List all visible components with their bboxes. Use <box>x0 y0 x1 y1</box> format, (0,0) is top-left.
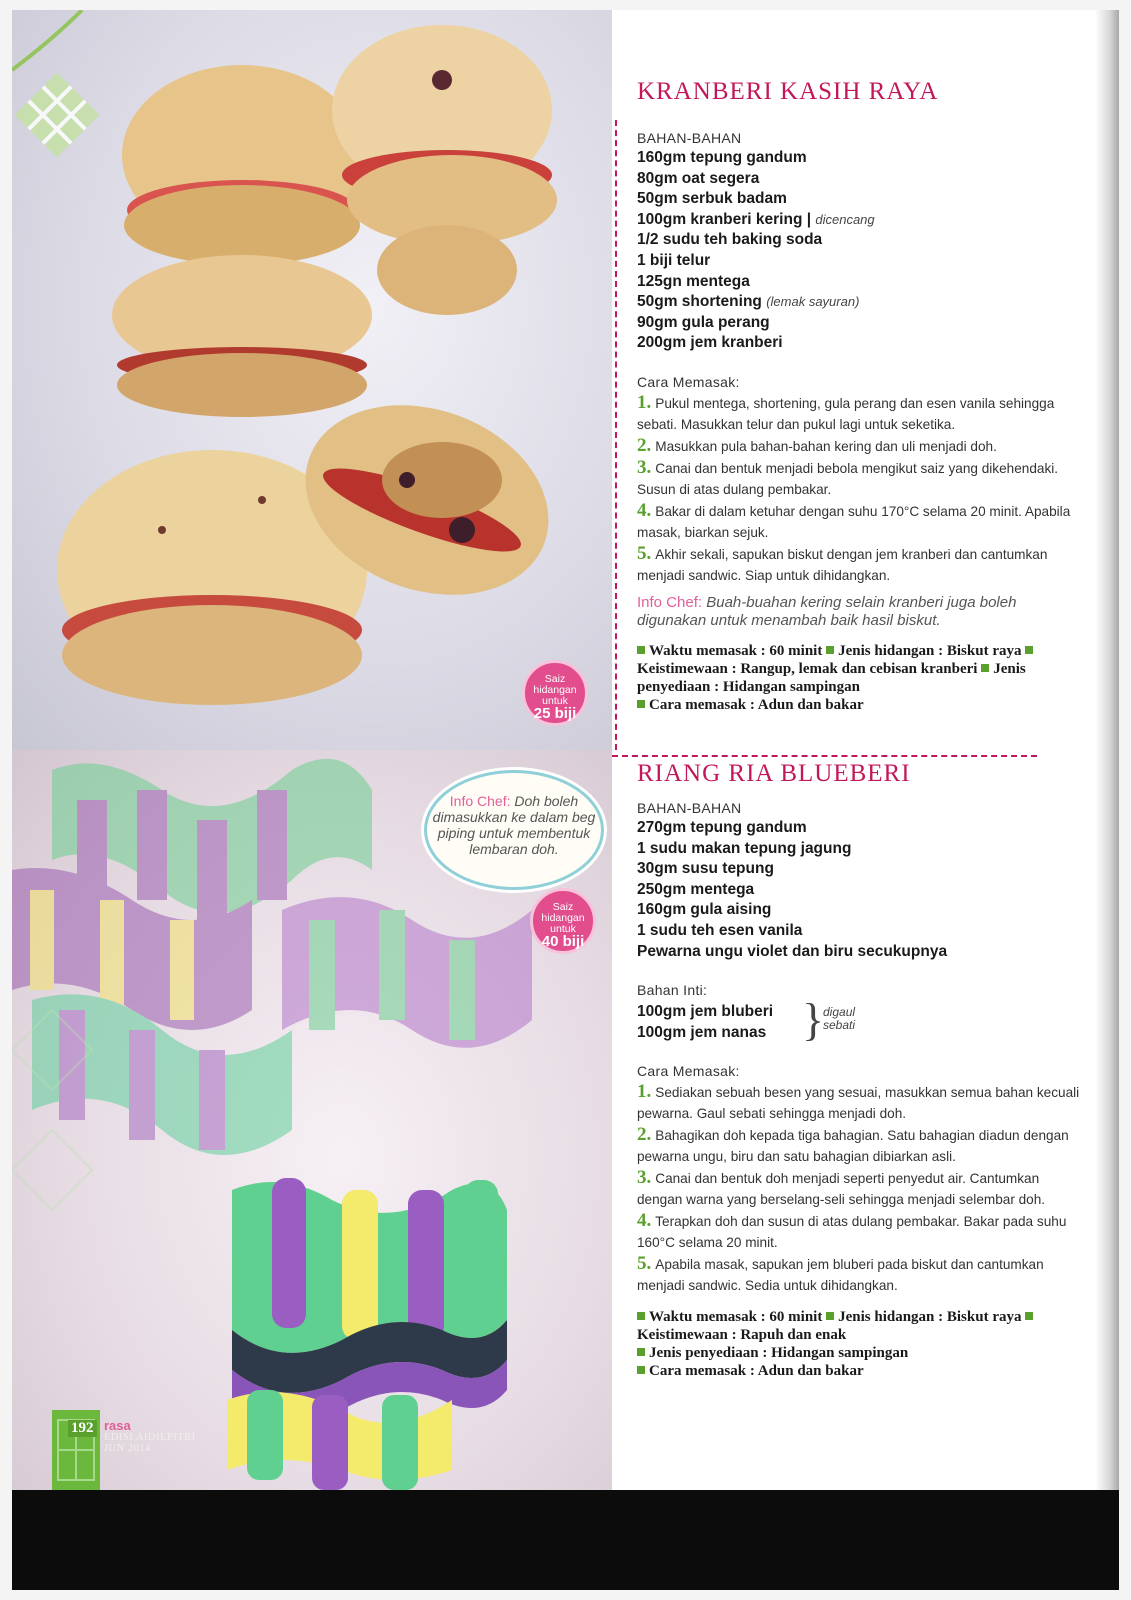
ingredient: 125gn mentega <box>637 272 750 290</box>
chef-tip-text: Doh boleh dimasukkan ke dalam beg piping untuk membentuk lembaran doh. <box>432 793 596 857</box>
ingredient: 50gm serbuk badam <box>637 190 787 208</box>
method-heading: Cara Memasak: <box>637 1063 740 1080</box>
filling-note: digaul sebati <box>823 1005 856 1033</box>
ingredient-list <box>637 818 1087 962</box>
cranberry-cookies-photo <box>12 10 612 750</box>
ingredient: 160gm gula aising <box>637 901 772 919</box>
ingredient: 90gm gula perang <box>637 313 770 331</box>
filling-list <box>637 994 1087 1046</box>
serving-size-badge <box>522 660 588 726</box>
chef-tip <box>637 594 1087 630</box>
method-step: 2. Masukkan pula bahan-bahan kering dan uli menjadi doh. <box>637 434 997 456</box>
page-number: 192 <box>68 1420 97 1437</box>
badge-text: untuk <box>542 695 568 707</box>
method-steps <box>637 1081 1087 1296</box>
chef-tip-label: Info Chef: <box>637 593 703 611</box>
ingredient-list <box>637 148 1087 354</box>
ingredient: 270gm tepung gandum <box>637 819 807 836</box>
magazine-logo: rasa <box>103 1418 131 1433</box>
scan-border <box>12 1490 1119 1590</box>
badge-text: untuk <box>550 923 576 935</box>
ingredient: 80gm oat segera <box>637 169 760 187</box>
method-steps <box>637 392 1087 586</box>
badge-text: hidangan <box>541 912 585 924</box>
ingredient: 1 sudu teh esen vanila <box>637 921 803 939</box>
ingredient: 100gm jem nanas <box>637 1023 767 1041</box>
method-heading: Cara Memasak: <box>637 373 740 390</box>
ingredient: 160gm tepung gandum <box>637 149 807 166</box>
ingredient: 100gm kranberi kering | dicencang <box>637 210 875 228</box>
recipe-kranberi <box>637 78 1087 714</box>
badge-text: hidangan <box>533 684 577 696</box>
edition-date: JUN 2014 <box>103 1443 151 1454</box>
method-step: 4. Bakar di dalam ketuhar dengan suhu 170°C selama 20 minit. Apabila masak, biarkan sejuk. <box>637 499 1071 540</box>
recipe-info: Waktu memasak : 60 minit Jenis hidangan : Biskut raya Keistimewaan : Rapuh dan enak Jenis penyediaan : Hidangan sampingan Cara memasak : Adun dan bakar <box>637 1308 1087 1380</box>
recipe-info: Waktu memasak : 60 minit Jenis hidangan : Biskut raya Keistimewaan : Rangup, lemak dan cebisan kranberi Jenis penyediaan : Hidangan sampingan Cara memasak : Adun dan bakar <box>637 642 1087 714</box>
ingredient: Pewarna ungu violet dan biru secukupnya <box>637 942 948 960</box>
ingredients-heading: BAHAN-BAHAN <box>637 800 742 816</box>
ingredient: 1 biji telur <box>637 251 711 269</box>
page-edge-shadow <box>1095 10 1119 1490</box>
ingredient: 100gm jem bluberi <box>637 1003 774 1021</box>
method-step: 4. Terapkan doh dan susun di atas dulang pembakar. Bakar pada suhu 160°C selama 20 minit. <box>637 1210 1067 1251</box>
edition-label: EDISI AIDILFITRI <box>103 1432 196 1443</box>
badge-amount: 25 biji <box>533 705 577 722</box>
recipe-title: RIANG RIA BLUEBERI <box>637 760 911 787</box>
page-footer <box>68 1420 196 1454</box>
method-step: 5. Apabila masak, sapukan jem bluberi pada biskut dan cantumkan menjadi sandwic. Sedia untuk dihidangkan. <box>637 1253 1044 1294</box>
ketupat-decoration <box>12 10 99 157</box>
badge-text: Saiz <box>544 673 566 685</box>
method-step: 1. Pukul mentega, shortening, gula perang dan esen vanila sehingga sebati. Masukkan telur dan pukul lagi untuk seketika. <box>637 391 1055 432</box>
chef-tip-label: Info Chef: <box>449 793 511 809</box>
ingredient: 30gm susu tepung <box>637 860 774 878</box>
ingredient: 250gm mentega <box>637 880 755 898</box>
magazine-page <box>12 10 1110 1490</box>
method-step: 5. Akhir sekali, sapukan biskut dengan jem kranberi dan cantumkan menjadi sandwic. Siap untuk dihidangkan. <box>637 542 1048 583</box>
method-step: 2. Bahagikan doh kepada tiga bahagian. Satu bahagian diadun dengan pewarna ungu, biru dan satu bahagian dibiarkan asli. <box>637 1124 1069 1165</box>
ingredients-heading: BAHAN-BAHAN <box>637 130 742 146</box>
divider <box>615 120 617 750</box>
recipe-title: KRANBERI KASIH RAYA <box>637 78 939 105</box>
chef-tip-text: Buah-buahan kering selain kranberi juga boleh digunakan untuk menambah baik hasil biskut. <box>637 593 1017 629</box>
filling-heading: Bahan Inti: <box>637 982 708 999</box>
badge-amount: 40 biji <box>541 933 585 950</box>
badge-text: Saiz <box>552 901 574 913</box>
serving-size-badge <box>530 888 596 954</box>
method-step: 3. Canai dan bentuk menjadi bebola mengikut saiz yang dikehendaki. Susun di atas dulang pembakar. <box>637 456 1059 497</box>
ingredient: 1 sudu makan tepung jagung <box>637 839 852 857</box>
brace-icon: } <box>802 994 825 1046</box>
ingredient: 200gm jem kranberi <box>637 334 783 352</box>
method-step: 1. Sediakan sebuah besen yang sesuai, masukkan semua bahan kecuali pewarna. Gaul sebati sehingga menjadi doh. <box>637 1081 1080 1122</box>
chef-tip-cloud <box>424 770 604 890</box>
ingredient: 50gm shortening (lemak sayuran) <box>637 293 860 311</box>
divider <box>612 755 1037 757</box>
magazine-brand <box>104 1420 196 1454</box>
method-step: 3. Canai dan bentuk doh menjadi seperti penyedut air. Cantumkan dengan warna yang berselang-seli sehingga menjadi selembar doh. <box>637 1167 1046 1208</box>
ingredient: 1/2 sudu teh baking soda <box>637 231 823 249</box>
recipe-blueberi <box>637 760 1087 1380</box>
